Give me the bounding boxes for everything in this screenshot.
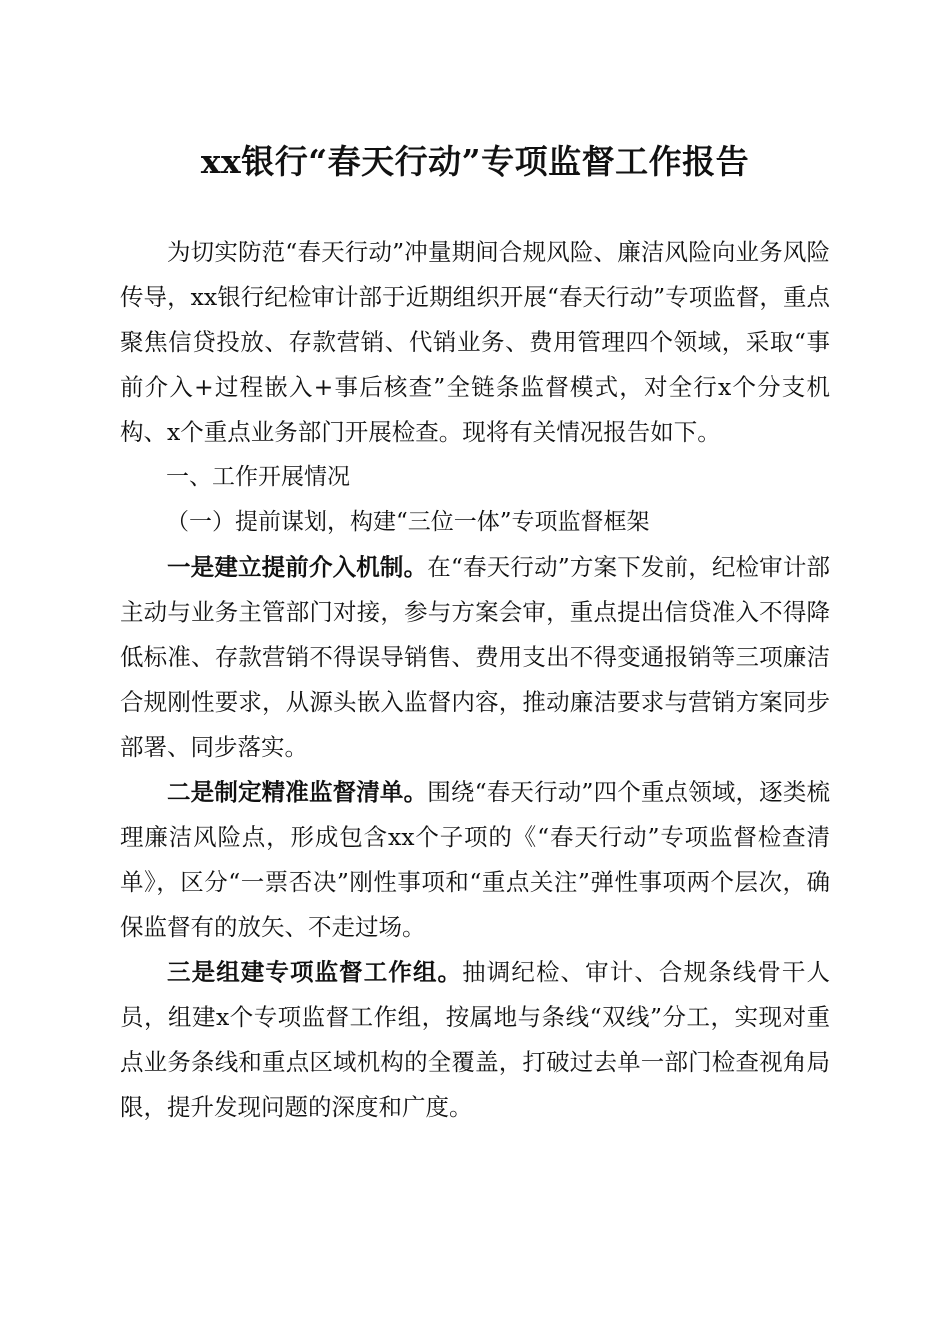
item-text-1: 在“春天行动”方案下发前，纪检审计部主动与业务主管部门对接，参与方案会审，重点提出信贷准入不得降低标准、存款营销不得误导销售、费用支出不得变通报销等三项廉洁合规刚性要求，从源头嵌入监督内容，推动廉洁要求与营销方案同步部署、同步落实。 [120,553,831,761]
intro-paragraph: 为切实防范“春天行动”冲量期间合规风险、廉洁风险向业务风险传导，xx银行纪检审计部于近期组织开展“春天行动”专项监督，重点聚焦信贷投放、存款营销、代销业务、费用管理四个领域，采取“事前介入+过程嵌入+事后核查”全链条监督模式，对全行x个分支机构、x个重点业务部门开展检查。现将有关情况报告如下。 [120,238,830,446]
item-text-3: 抽调纪检、审计、合规条线骨干人员，组建x个专项监督工作组，按属地与条线“双线”分工，实现对重点业务条线和重点区域机构的全覆盖，打破过去单一部门检查视角局限，提升发现问题的深度和广度。 [120,958,831,1121]
document-title: xx银行“春天行动”专项监督工作报告 [200,142,750,181]
item-lead-3: 三是组建专项监督工作组。 [167,958,463,986]
item-paragraph-3 [120,950,830,1130]
subsection-heading: （一）提前谋划，构建“三位一体”专项监督框架 [166,509,650,535]
item-lead-1: 一是建立提前介入机制。 [167,553,428,581]
item-text-2: 围绕“春天行动”四个重点领域，逐类梳理廉洁风险点，形成包含xx个子项的《“春天行动”专项监督检查清单》，区分“一票否决”刚性事项和“重点关注”弹性事项两个层次，确保监督有的放矢、不走过场。 [120,778,831,941]
item-lead-2: 二是制定精准监督清单。 [167,778,428,806]
section-heading: 一、工作开展情况 [166,464,350,490]
item-paragraph-2 [120,770,830,950]
document-body [120,230,830,1130]
item-paragraph-1 [120,545,830,770]
